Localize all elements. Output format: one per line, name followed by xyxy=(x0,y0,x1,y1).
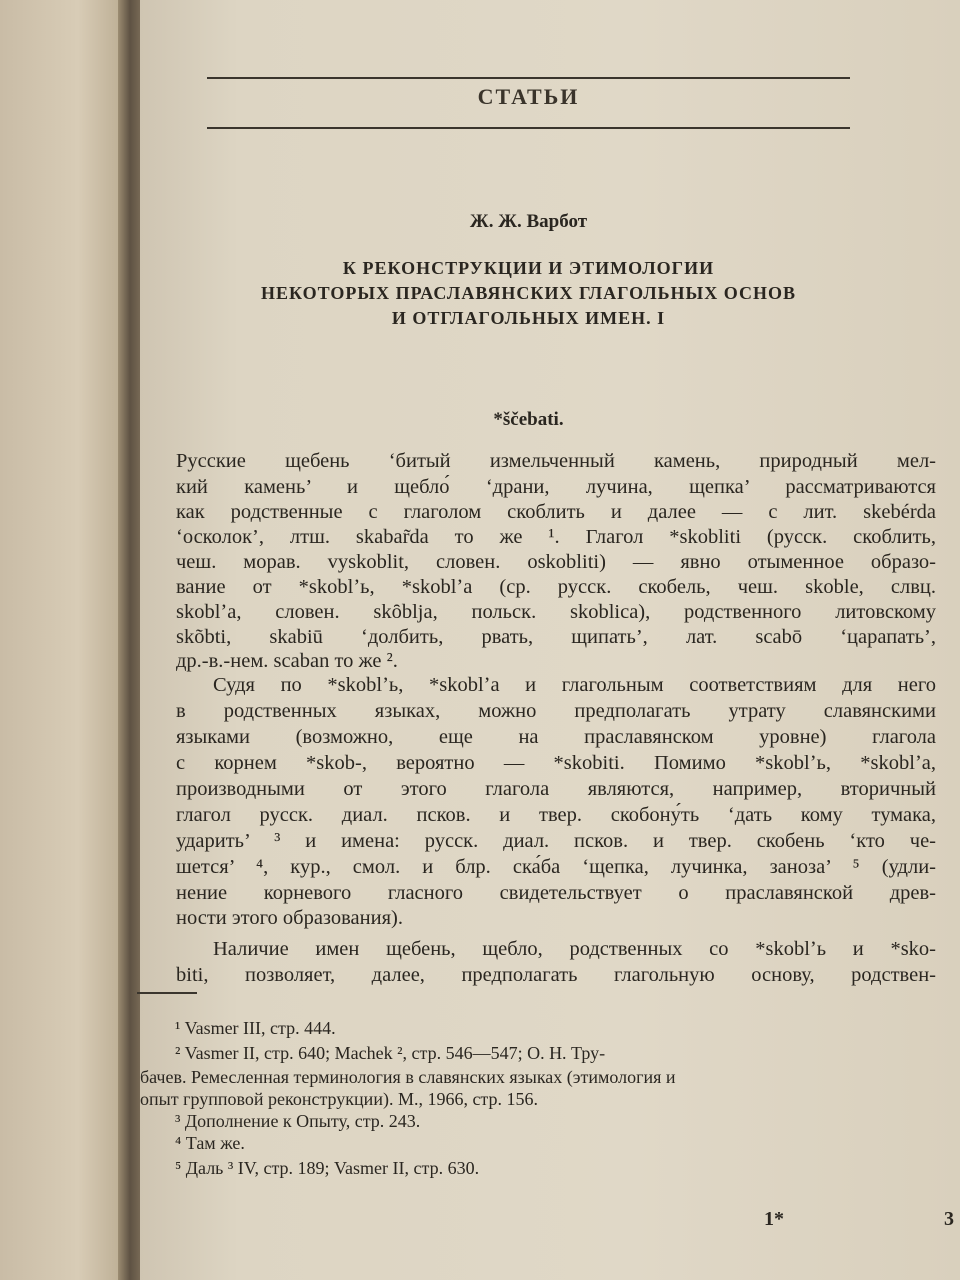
signature-mark: 1* xyxy=(764,1208,784,1230)
footnote-line: бачев. Ремесленная терминология в славянских языках (этимология и xyxy=(140,1067,676,1087)
body-line: Русские щебень ‘битый измельченный камень, природный мел- xyxy=(176,450,936,472)
article-title-line-1: К РЕКОНСТРУКЦИИ И ЭТИМОЛОГИИ xyxy=(342,258,715,278)
footnote-line: ³ Дополнение к Опыту, стр. 243. xyxy=(175,1111,421,1131)
footnote-line: ⁴ Там же. xyxy=(175,1133,245,1153)
body-line: кий камень’ и щебло́ ‘драни, лучина, щепка’ рассматриваются xyxy=(176,476,936,498)
body-line: ности этого образования). xyxy=(176,907,403,929)
body-line: чеш. морав. vyskoblit, словен. oskobliti) — явно отыменное образо- xyxy=(176,551,936,573)
body-line: производными от этого глагола являются, например, вторичный xyxy=(176,778,936,800)
body-line: нение корневого гласного свидетельствует о праславянской древ- xyxy=(176,882,936,904)
body-line: глагол русск. диал. псков. и твер. скобону́ть ‘дать кому тумака, xyxy=(176,804,936,826)
body-line: др.-в.-нем. scaban то же ². xyxy=(176,650,398,672)
body-line: как родственные с глаголом скоблить и далее — с лит. skebérda xyxy=(176,501,936,523)
body-line: с корнем *skob-, вероятно — *skobiti. Помимо *skoblʼь, *skoblʼa, xyxy=(176,752,936,774)
body-line: языками (возможно, еще на праславянском уровне) глагола xyxy=(176,726,936,748)
footnote-line: ⁵ Даль ³ IV, стр. 189; Vasmer II, стр. 630. xyxy=(175,1158,480,1178)
body-line: Судя по *skoblʼь, *skoblʼa и глагольным соответствиям для него xyxy=(213,674,936,696)
article-title-line-3: И ОТГЛАГОЛЬНЫХ ИМЕН. I xyxy=(391,308,666,328)
body-line: ударить’ ³ и имена: русск. диал. псков. и твер. скобень ‘кто че- xyxy=(176,830,936,852)
footnote-rule xyxy=(137,992,197,994)
page-number: 3 xyxy=(944,1208,954,1230)
body-line: ‘осколок’, лтш. skabar̃da то же ¹. Глагол *skobliti (русск. скоблить, xyxy=(176,526,936,548)
header-rule-bottom xyxy=(207,127,850,129)
section-header: СТАТЬИ xyxy=(477,84,580,109)
facing-page-edge xyxy=(0,0,130,1280)
author-name: Ж. Ж. Варбот xyxy=(469,211,588,232)
body-line: biti, позволяет, далее, предполагать глагольную основу, родствен- xyxy=(176,964,936,986)
body-line: Наличие имен щебень, щебло, родственных со *skoblʼь и *sko- xyxy=(213,938,936,960)
article-title-line-2: НЕКОТОРЫХ ПРАСЛАВЯНСКИХ ГЛАГОЛЬНЫХ ОСНОВ xyxy=(261,283,796,303)
body-line: skoblʼa, словен. skȏblja, польск. skoblica), родственного литовскому xyxy=(176,601,936,623)
body-line: вание от *skoblʼь, *skoblʼa (ср. русск. скобель, чеш. skoble, слвц. xyxy=(176,576,936,598)
body-line: шется’ ⁴, кур., смол. и блр. ска́ба ‘щепка, лучинка, заноза’ ⁵ (удли- xyxy=(176,856,936,878)
entry-heading: *ščebati. xyxy=(493,409,564,430)
body-line: в родственных языках, можно предполагать утрату славянскими xyxy=(176,700,936,722)
footnote-line: ² Vasmer II, стр. 640; Machek ², стр. 546—547; О. Н. Тру- xyxy=(175,1043,606,1063)
body-line: skõbti, skabiū ‘долбить, рвать, щипать’, лат. scabō ‘царапать’, xyxy=(176,626,936,648)
header-rule-top xyxy=(207,77,850,79)
footnote-line: ¹ Vasmer III, стр. 444. xyxy=(175,1018,336,1038)
footnote-line: опыт групповой реконструкции). М., 1966, стр. 156. xyxy=(140,1089,539,1109)
